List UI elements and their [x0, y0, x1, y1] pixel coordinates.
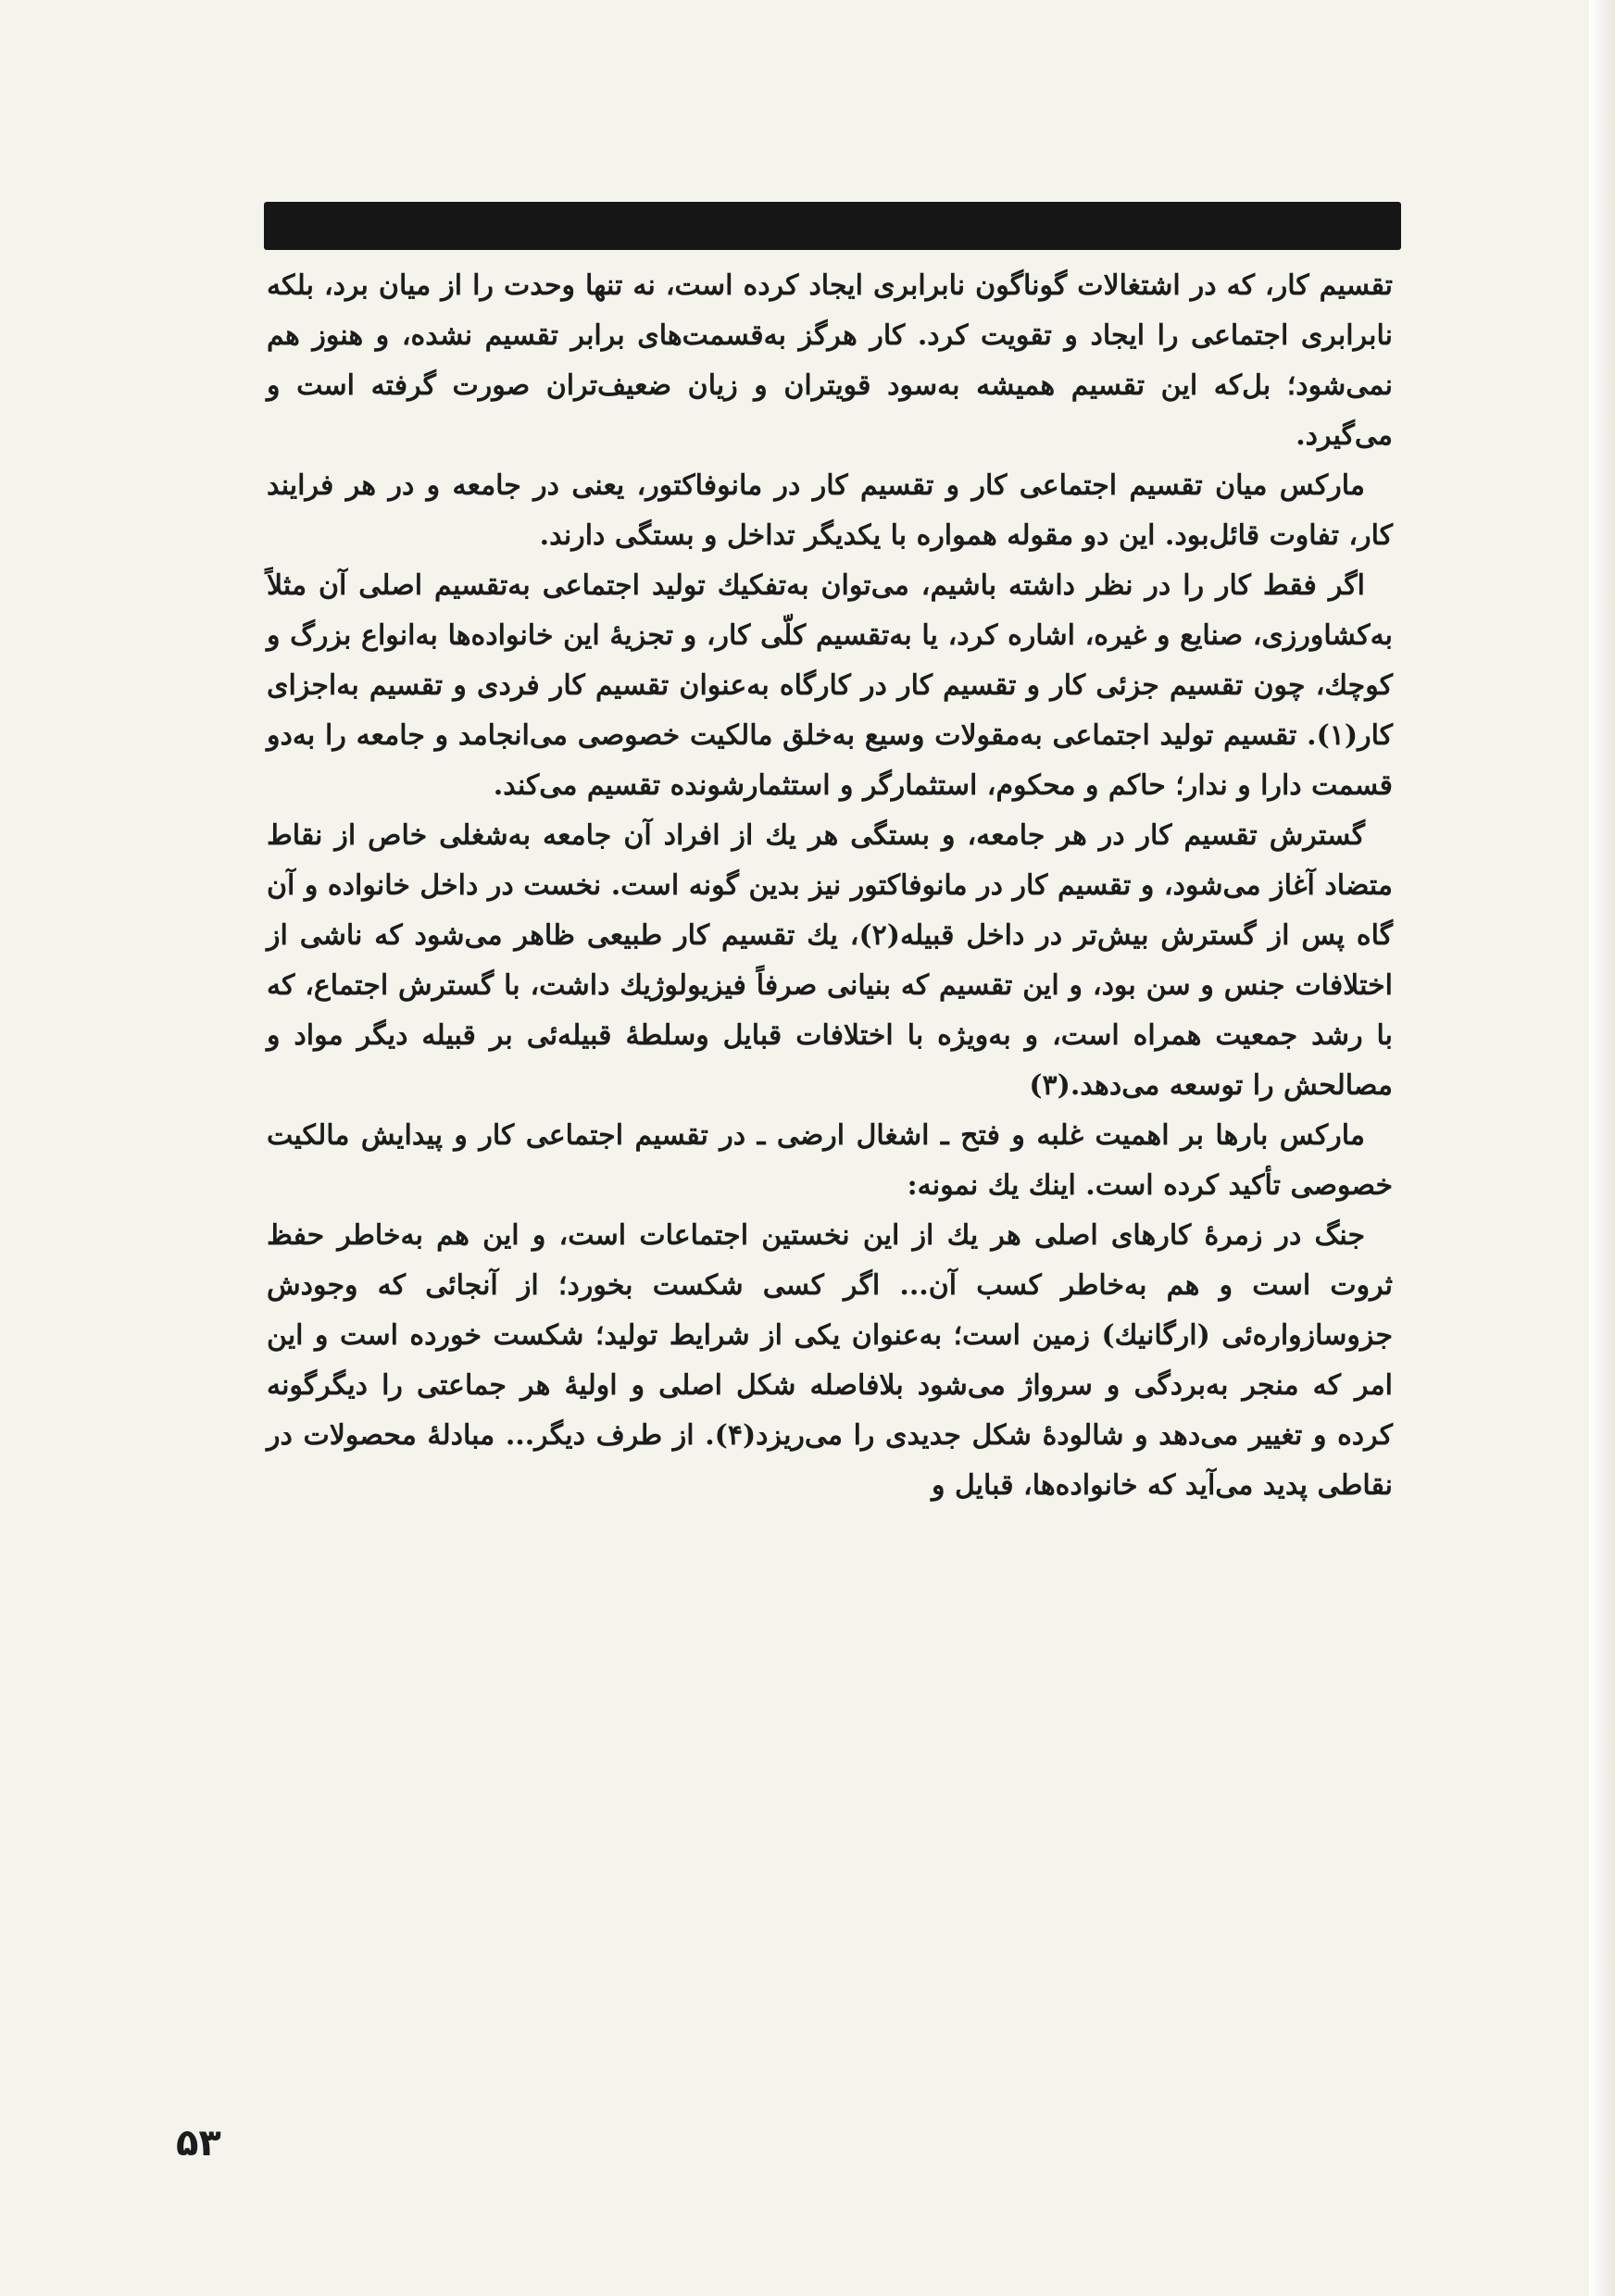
paragraph-2: مارکس میان تقسیم اجتماعی کار و تقسیم کار در مانوفاکتور، یعنی در جامعه و در هر فرایند کار، تفاوت قائل‌بود. این دو مقوله همواره با یکدیگر تداخل و بستگی دارند. — [267, 469, 1393, 552]
body-text — [267, 261, 1393, 1511]
header-bar — [264, 202, 1401, 250]
paragraph-1: تقسیم کار، که در اشتغالات گوناگون نابرابری ایجاد کرده است، نه تنها وحدت را از میان برد، بلکه نابرابری اجتماعی را ایجاد و تقویت کرد. کار هرگز به‌قسمت‌های برابر تقسیم نشده، و هنوز هم نمی‌شود؛ بل‌که این تقسیم همیشه به‌سود قویتران و زیان ضعیف‌تران صورت گرفته است و می‌گیرد. — [267, 269, 1393, 452]
page-number: ۵۳ — [176, 2122, 221, 2165]
paragraph-6: جنگ در زمرهٔ کارهای اصلی هر یك از این نخستین اجتماعات است، و این هم به‌خاطر حفظ ثروت است و هم به‌خاطر کسب آن... اگر کسی شکست بخورد؛ از آنجائی که وجودش جزوسازواره‌ئی (ارگانیك) زمین است؛ به‌عنوان یکی از شرایط تولید؛ شکست خورده است و این امر که منجر به‌بردگی و سرواژ می‌شود بلافاصله شکل اصلی و اولیهٔ هر جماعتی را دیگرگونه کرده و تغییر می‌دهد و شالودهٔ شکل جدیدی را می‌ریزد(۴). از طرف دیگر... مبادلهٔ محصولات در نقاطی پدید می‌آید که خانواده‌ها، قبایل و — [267, 1219, 1394, 1502]
paragraph-5: مارکس بارها بر اهمیت غلبه و فتح ـ اشغال ارضی ـ در تقسیم اجتماعی کار و پیدایش مالکیت خصوصی تأکید کرده است. اینك یك نمونه: — [267, 1119, 1393, 1202]
page-edge — [1589, 0, 1615, 2296]
paragraph-4: گسترش تقسیم کار در هر جامعه، و بستگی هر یك از افراد آن جامعه به‌شغلی خاص از نقاط متضاد آغاز می‌شود، و تقسیم کار در مانوفاکتور نیز بدین گونه است. نخست در داخل خانواده و آن گاه پس از گسترش بیش‌تر در داخل قبیله(۲)، یك تقسیم کار طبیعی ظاهر می‌شود که ناشی از اختلافات جنس و سن بود، و این تقسیم که بنیانی صرفاً فیزیولوژیك داشت، با گسترش اجتماع، که با رشد جمعیت همراه است، و به‌ویژه با اختلافات قبایل وسلطهٔ قبیله‌ئی بر قبیله دیگر مواد و مصالحش را توسعه می‌دهد.(۳) — [267, 819, 1393, 1102]
paragraph-3: اگر فقط کار را در نظر داشته باشیم، می‌توان به‌تفکیك تولید اجتماعی به‌تقسیم اصلی آن مثلاً به‌کشاورزی، صنایع و غیره، اشاره کرد، یا به‌تقسیم کلّی کار، و تجزیهٔ این خانواده‌ها به‌انواع بزرگ و کوچك، چون تقسیم جزئی کار و تقسیم کار در کارگاه به‌عنوان تقسیم کار فردی و تقسیم به‌اجزای کار(۱). تقسیم تولید اجتماعی به‌مقولات وسیع به‌خلق مالکیت خصوصی می‌انجامد و جامعه را به‌دو قسمت دارا و ندار؛ حاکم و محکوم، استثمارگر و استثمارشونده تقسیم می‌کند. — [267, 569, 1393, 802]
